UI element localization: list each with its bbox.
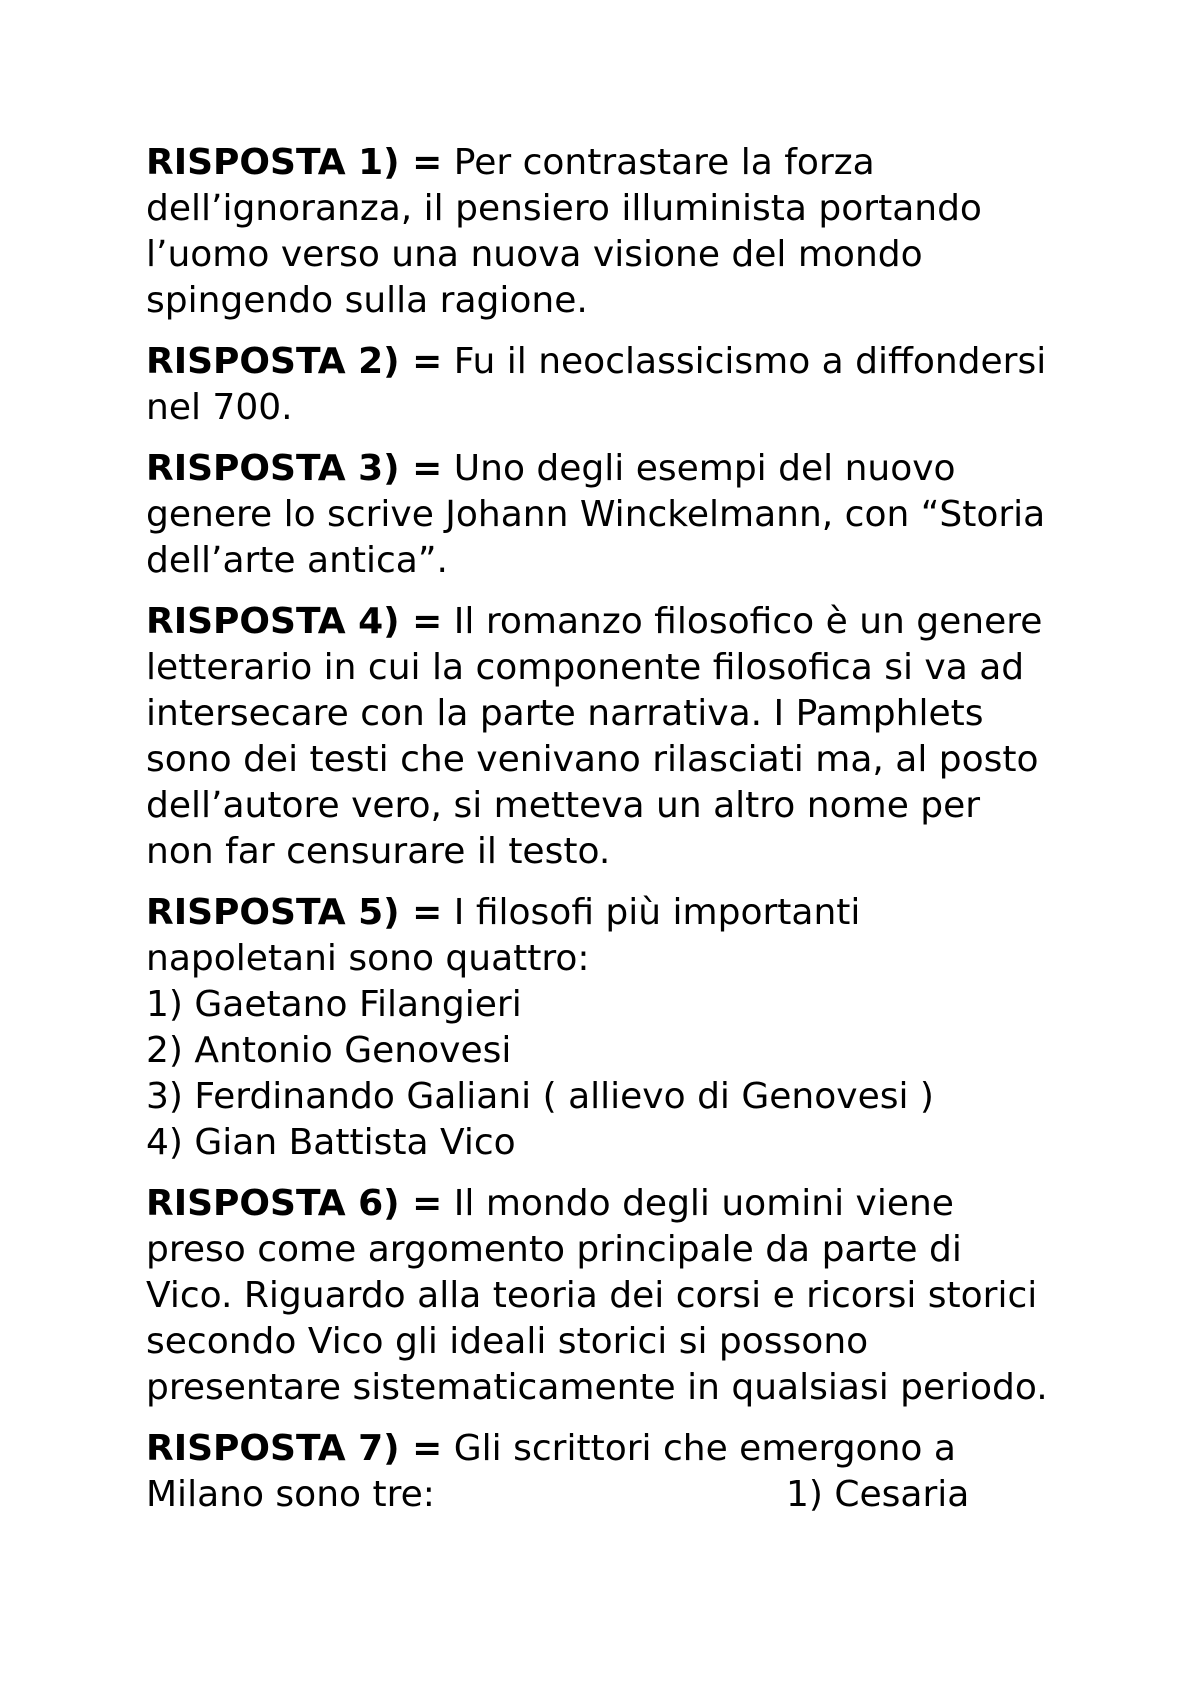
list-item: 4) Gian Battista Vico — [146, 1122, 516, 1163]
answer-1-label: RISPOSTA 1) = — [146, 142, 443, 183]
answer-3-first-line — [146, 446, 1076, 492]
answer-1 — [146, 140, 1076, 324]
answer-3-line-2: genere lo scrive Johann Winckelmann, con “Storia — [146, 494, 1046, 535]
answer-6-text: Il mondo degli uomini viene — [442, 1183, 954, 1224]
answer-1-line-2: dell’ignoranza, il pensiero illuminista portando — [146, 188, 982, 229]
answer-4-first-line — [146, 599, 1076, 645]
answer-1-first-line — [146, 140, 1076, 186]
answer-6-label: RISPOSTA 6) = — [146, 1183, 443, 1224]
list-item: 2) Antonio Genovesi — [146, 1030, 512, 1071]
answer-4-line-5: dell’autore vero, si metteva un altro nome per — [146, 785, 981, 826]
answer-5-text: I filosofi più importanti — [442, 892, 861, 933]
answer-1-text: Per contrastare la forza — [442, 142, 875, 183]
answer-5 — [146, 890, 1076, 1166]
answer-7-line-2-right: 1) Cesaria — [786, 1474, 970, 1515]
answer-6 — [146, 1181, 1076, 1411]
list-item: 1) Gaetano Filangieri — [146, 984, 522, 1025]
answer-4-line-6: non far censurare il testo. — [146, 831, 611, 872]
answer-2-label: RISPOSTA 2) = — [146, 341, 443, 382]
answer-5-label: RISPOSTA 5) = — [146, 892, 443, 933]
answer-7 — [146, 1426, 1076, 1518]
answer-6-line-2: preso come argomento principale da parte di — [146, 1229, 962, 1270]
answer-2 — [146, 339, 1076, 431]
answer-6-first-line — [146, 1181, 1076, 1227]
answer-1-line-4: spingendo sulla ragione. — [146, 280, 588, 321]
list-item: 3) Ferdinando Galiani ( allievo di Genovesi ) — [146, 1076, 934, 1117]
answer-6-line-3: Vico. Riguardo alla teoria dei corsi e ricorsi storici — [146, 1275, 1038, 1316]
answer-2-text: Fu il neoclassicismo a diffondersi — [442, 341, 1047, 382]
answer-7-text: Gli scrittori che emergono a — [442, 1428, 956, 1469]
answer-6-line-5: presentare sistematicamente in qualsiasi periodo. — [146, 1367, 1048, 1408]
answer-3 — [146, 446, 1076, 584]
document-page — [146, 140, 1076, 1533]
answer-6-line-4: secondo Vico gli ideali storici si possono — [146, 1321, 869, 1362]
answer-7-first-line — [146, 1426, 1076, 1472]
answer-3-line-3: dell’arte antica”. — [146, 540, 448, 581]
answer-3-label: RISPOSTA 3) = — [146, 448, 443, 489]
answer-5-line-2: napoletani sono quattro: — [146, 938, 590, 979]
answer-4-line-3: intersecare con la parte narrativa. I Pamphlets — [146, 693, 984, 734]
answer-4 — [146, 599, 1076, 875]
answer-2-first-line — [146, 339, 1076, 385]
answer-7-label: RISPOSTA 7) = — [146, 1428, 443, 1469]
answer-4-line-4: sono dei testi che venivano rilasciati ma, al posto — [146, 739, 1039, 780]
answer-4-line-2: letterario in cui la componente filosofica si va ad — [146, 647, 1025, 688]
answer-4-text: Il romanzo filosofico è un genere — [442, 601, 1043, 642]
answer-1-line-3: l’uomo verso una nuova visione del mondo — [146, 234, 923, 275]
answer-7-line-2-left: Milano sono tre: — [146, 1474, 435, 1515]
answer-7-line-2 — [146, 1472, 1076, 1518]
answer-3-text: Uno degli esempi del nuovo — [442, 448, 956, 489]
answer-5-first-line — [146, 890, 1076, 936]
answer-2-line-2: nel 700. — [146, 387, 293, 428]
answer-4-label: RISPOSTA 4) = — [146, 601, 443, 642]
